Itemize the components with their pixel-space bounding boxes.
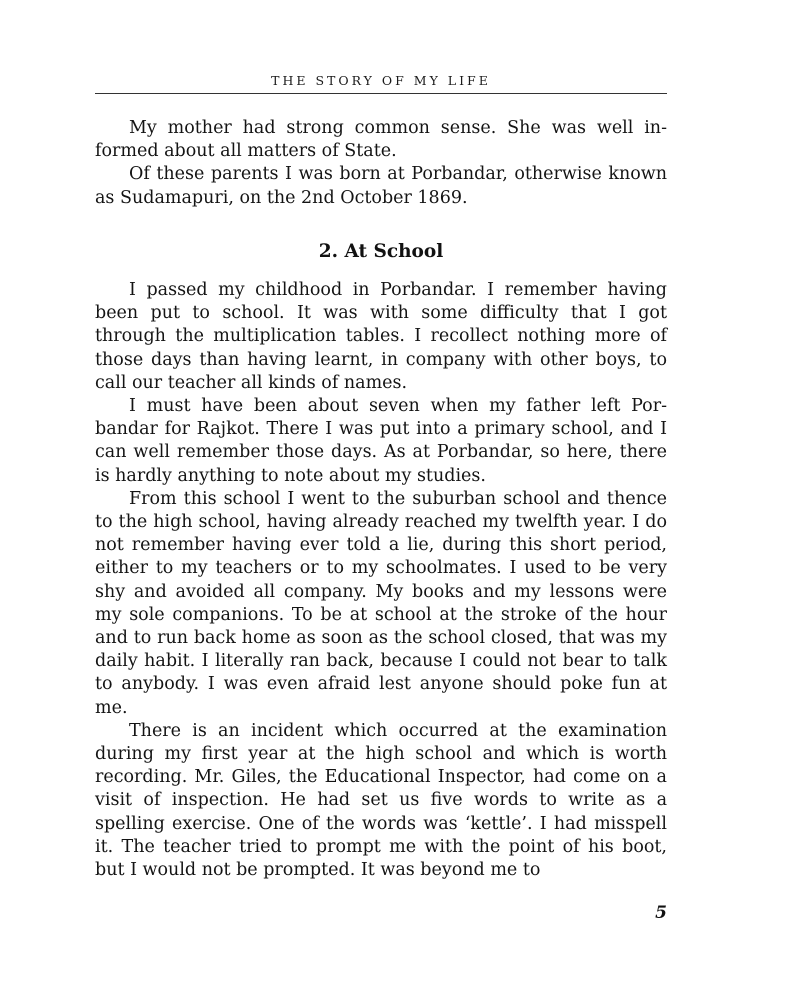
paragraph: There is an incident which occurred at the examination during my first year at the high school and which is worth recording. Mr. Giles, the Educational Inspector, had come on a visit of inspection. He had set us five words to write as a spelling exercise. One of the words was ‘kettle’. I had misspell it. The teacher tried to prompt me with the point of his boot, but I would not be prompted. It was beyond me to <box>95 720 667 881</box>
text-block-chapter <box>95 279 667 882</box>
text-block-intro <box>95 117 667 210</box>
chapter-title: 2. At School <box>318 241 444 262</box>
running-head: THE STORY OF MY LIFE <box>271 73 491 88</box>
paragraph: I passed my childhood in Porbandar. I remember having been put to school. It was with some difficulty that I got through the multiplication tables. I recollect nothing more of those days than having learnt, in company with other boys, to call our teacher all kinds of names. <box>95 280 667 393</box>
paragraph: From this school I went to the suburban school and thence to the high school, having already reached my twelfth year. I do not remember having ever told a lie, during this short period, either to my teachers or to my schoolmates. I used to be very shy and avoided all company. My books and my lessons were my sole companions. To be at school at the stroke of the hour and to run back home as soon as the school closed, that was my daily habit. I literally ran back, because I could not bear to talk to anybody. I was even afraid lest anyone should poke fun at me. <box>95 488 667 718</box>
page-number: 5 <box>655 903 667 923</box>
paragraph: Of these parents I was born at Porbandar, otherwise known as Sudamapuri, on the 2nd October 1869. <box>95 164 667 208</box>
paragraph: My mother had strong common sense. She was well in-formed about all matters of State. <box>95 118 667 162</box>
header-rule <box>95 93 667 94</box>
paragraph: I must have been about seven when my father left Por-bandar for Rajkot. There I was put into a primary school, and I can well remember those days. As at Porbandar, so here, there is hardly anything to note about my studies. <box>95 396 667 486</box>
book-page <box>95 0 667 1000</box>
